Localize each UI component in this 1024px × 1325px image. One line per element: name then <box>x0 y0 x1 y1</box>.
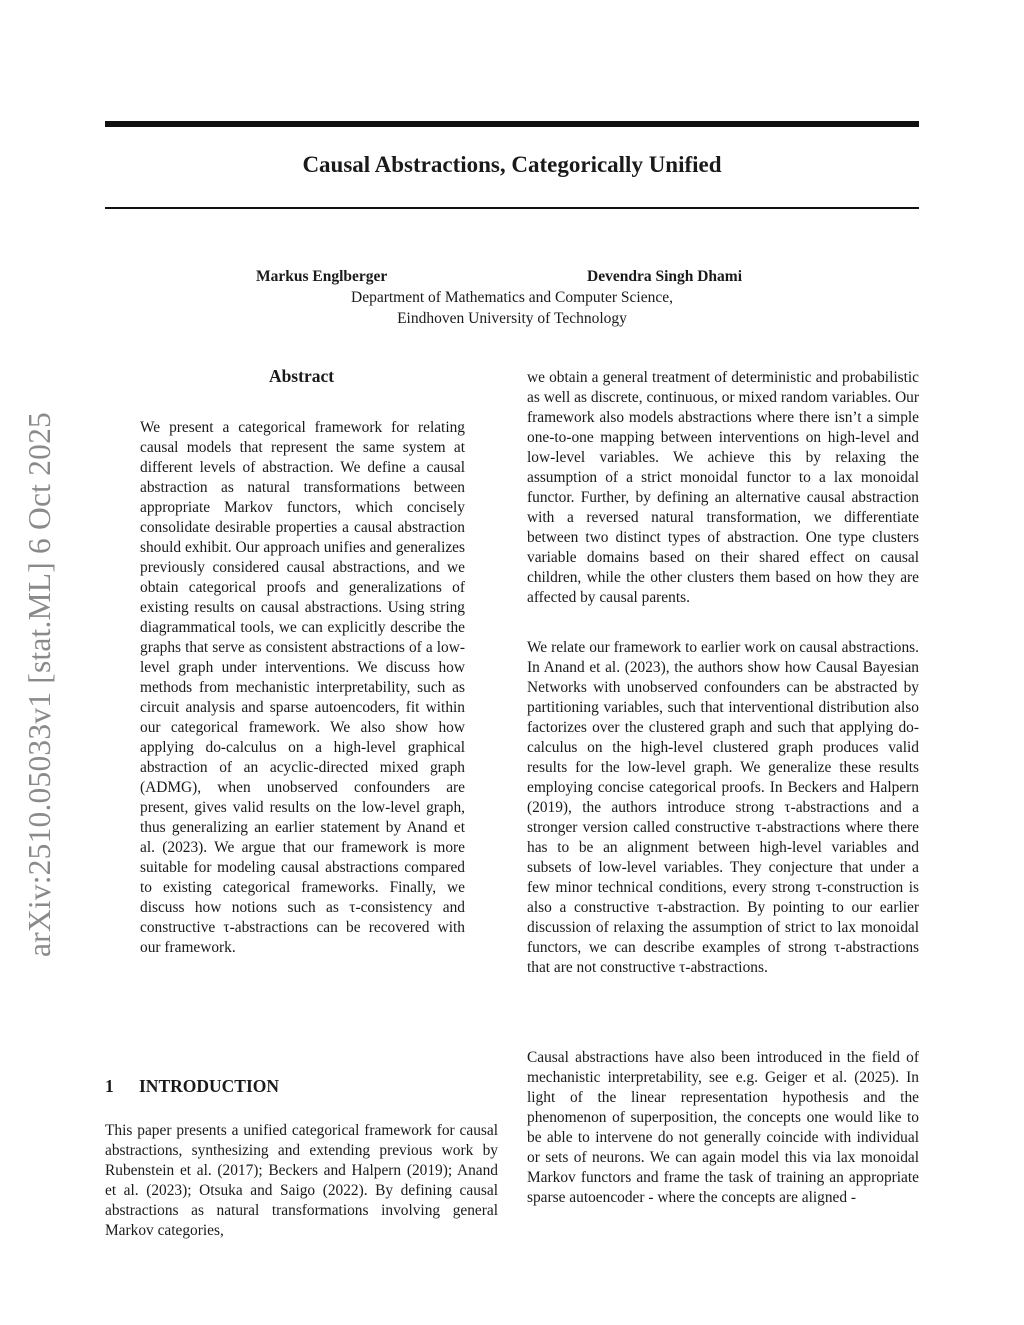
section-heading-introduction <box>105 1076 279 1097</box>
body-paragraph: we obtain a general treatment of deterministic and probabilistic as well as discrete, continuous, or mixed random variables. Our framework also models abstractions where there isn’t a simple one-to-one mapping between interventions on high-level and low-level variables. We achieve this by relaxing the assumption of a strict monoidal functor to a lax monoidal functor. Further, by defining an alternative causal abstraction with a reversed natural transformation, we differentiate between two distinct types of abstraction. One type clusters variable domains based on their shared effect on causal children, while the other clusters them based on how they are affected by causal parents. <box>527 369 919 606</box>
affiliation-department: Department of Mathematics and Computer Science, <box>351 289 673 306</box>
author-name: Devendra Singh Dhami <box>587 268 743 285</box>
abstract-body: We present a categorical framework for relating causal models that represent the same system at different levels of abstraction. We define a causal abstraction as natural transformations between appropriate Markov functors, which concisely consolidate desirable properties a causal abstraction should exhibit. Our approach unifies and generalizes previously considered causal abstractions, and we obtain categorical proofs and generalizations of existing results on causal abstractions. Using string diagrammatical tools, we can explicitly describe the graphs that serve as consistent abstractions of a low-level graph under interventions. We discuss how methods from mechanistic interpretability, such as circuit analysis and sparse autoencoders, fit within our categorical framework. We also show how applying do-calculus on a high-level graphical abstraction of an acyclic-directed mixed graph (ADMG), when unobserved confounders are present, gives valid results on the low-level graph, thus generalizing an earlier statement by Anand et al. (2023). We argue that our framework is more suitable for modeling causal abstractions compared to existing categorical frameworks. Finally, we discuss how notions such as τ-consistency and constructive τ-abstractions can be recovered with our framework. <box>140 419 465 956</box>
body-paragraph: We relate our framework to earlier work on causal abstractions. In Anand et al. (2023), the authors show how Causal Bayesian Networks with unobserved confounders can be abstracted by partitioning variables, such that interventional distribution also factorizes over the clustered graph and such that applying do-calculus on the high-level clustered graph produces valid results for the low-level graph. We generalize these results employing concise categorical proofs. In Beckers and Halpern (2019), the authors introduce strong τ-abstractions and a stronger version called constructive τ-abstractions where there has to be an alignment between high-level variables and subsets of low-level variables. They conjecture that under a few minor technical conditions, every strong τ-construction is also a constructive τ-abstraction. By pointing to our earlier discussion of relaxing the assumption of strict to lax monoidal functors, we can describe examples of strong τ-abstractions that are not constructive τ-abstractions. <box>527 639 919 976</box>
author-name: Markus Englberger <box>256 268 388 285</box>
section-number: 1 <box>105 1076 114 1096</box>
arxiv-identifier[interactable]: arXiv:2510.05033v1 [stat.ML] 6 Oct 2025 <box>22 412 57 957</box>
paper-title: Causal Abstractions, Categorically Unified <box>302 152 722 177</box>
section-title: INTRODUCTION <box>139 1076 280 1096</box>
title-rule-bottom <box>105 207 919 209</box>
abstract-heading: Abstract <box>268 366 335 386</box>
affiliation-university: Eindhoven University of Technology <box>397 310 627 327</box>
body-paragraph: Causal abstractions have also been introduced in the field of mechanistic interpretability, see e.g. Geiger et al. (2025). In light of the linear representation hypothesis and the phenomenon of superposition, the concepts one would like to be able to intervene do not generally coincide with individual or sets of neurons. We can again model this via lax monoidal Markov functors and frame the task of training an appropriate sparse autoencoder - where the concepts are aligned - <box>527 1049 919 1206</box>
title-rule-top <box>105 121 919 127</box>
introduction-paragraph: This paper presents a unified categorical framework for causal abstractions, synthesizing and extending previous work by Rubenstein et al. (2017); Beckers and Halpern (2019); Anand et al. (2023); Otsuka and Saigo (2022). By defining causal abstractions as natural transformations involving general Markov categories, <box>105 1122 498 1239</box>
